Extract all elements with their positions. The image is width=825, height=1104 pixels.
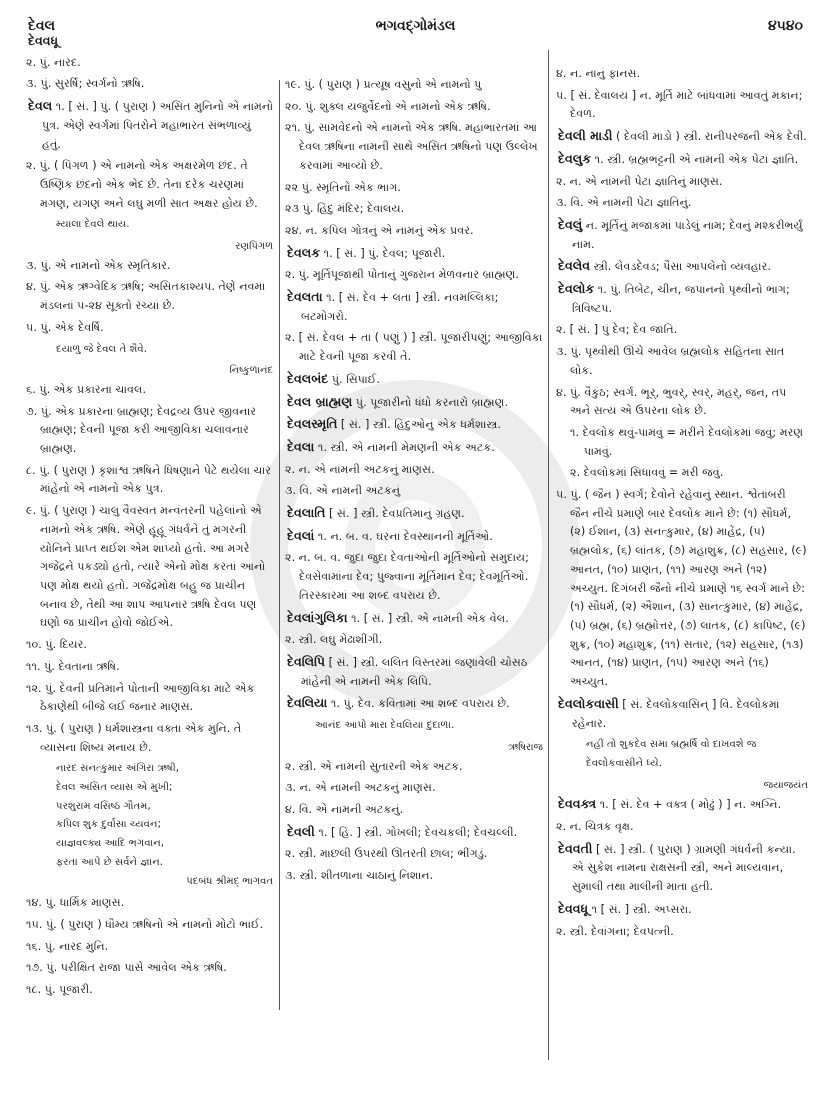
definition-text: ૧. [ સં. ] પું. દેવલ; પૂજારી.	[323, 246, 446, 260]
definition-text: ( દેવલી માડો ) સ્ત્રી. રાનીપરજની એક દેવી.	[616, 130, 807, 144]
dictionary-entry	[287, 823, 543, 843]
definition-text: [ સં. ] સ્ત્રી. હિંદુઓનું એક ધર્મશાસ્ત્ર.	[340, 418, 501, 432]
dictionary-entry	[558, 257, 808, 277]
column-2-entries	[287, 76, 543, 886]
sense-item: ૧૯. પું. ( પુરાણ ) પ્રત્યૂષ વસુનો એ નામનો પુ	[285, 78, 482, 91]
sense-item: ૨. સ્ત્રી. દેવાંગના; દેવપત્ની.	[556, 924, 674, 938]
sense-item: ૨. પું. ( પિંગળ ) એ નામનો એક અક્ષરમેળ છંદ. તે ઉષ્ણિક છંદનો એક ભેદ છે. તેના દરેક ચરણમાં મગણ, યગણ અને લઘુ મળી સાત અક્ષર હોય છે.	[26, 159, 258, 210]
sense-item: ૩. સ્ત્રી. શીતળાના ચાઠાનું નિશાન.	[285, 869, 434, 883]
dictionary-entry	[287, 288, 543, 326]
sense-item: ૧૪. પું. ધાર્મિક માણસ.	[26, 896, 125, 910]
definition-text: [ સં. ] સ્ત્રી. લલિત વિસ્તરમાં જણાવેલી ચોસઠ માંહેની એ નામની એક લિપિ.	[301, 655, 528, 688]
sense-item: ૩. વિ. એ નામની અટકનું	[285, 484, 401, 498]
sense-item: ૨૩ પું. હિંદુ મંદિર; દેવાલય.	[285, 202, 405, 216]
verse-source: પદબંધ શ્રીમદ્ ભાગવત	[186, 875, 273, 887]
definition-text: ન. મૂર્તિનું મજાકમાં પાડેલું નામ; દેવનું મશ્કરીભર્યું નામ.	[572, 218, 803, 251]
headword: દેવલાતિ	[287, 505, 326, 521]
headword: દેવલી	[287, 823, 315, 839]
sense-item: ૩. પું. પૃથ્વીથી ઊંચે આવેલ બ્રહ્મલોક સહિતના સાત લોક.	[556, 345, 785, 377]
dictionary-entry	[287, 609, 543, 629]
dictionary-entry	[558, 695, 808, 733]
headword: દેવલુક	[558, 150, 592, 166]
sense-item: ૨. સ્ત્રી. માછલી ઉપરથી ઊતરતી છાલ; ભીંગડું.	[285, 847, 488, 861]
dictionary-entry	[558, 127, 808, 147]
quotation-source: જયાજયંત	[763, 779, 808, 791]
quotation-source: રણપિંગળ	[235, 241, 273, 253]
definition-text: ૧. [ સં. દેવ + વક્ત્ર ( મોઢું ) ] ન. અગ્નિ.	[599, 798, 782, 812]
headword: દેવલિપિ	[287, 653, 325, 669]
dictionary-entry	[287, 393, 543, 413]
definition-text: ૧. [ સં. દેવ + લતા ] સ્ત્રી. નવમલ્લિકા; બટમોગરો.	[301, 291, 499, 323]
guide-word-left: દેવલ	[28, 18, 56, 34]
dictionary-entry	[287, 415, 543, 435]
dictionary-entry	[558, 216, 808, 254]
dictionary-entry	[558, 280, 808, 318]
sense-item: ૫. પું. એક દેવર્ષિ.	[26, 320, 104, 334]
sense-item: ૧૨. પું. દેવની પ્રતિમાને પોતાની આજીવિકા માટે એક ઠેકાણેથી બીજે લઈ જનાર માણસ.	[26, 681, 255, 714]
verse-line: યાજ્ઞવલ્ક્ય આદિ ભગવાન,	[56, 838, 165, 850]
sense-item: ૨. ન. એ નામની પેટા જ્ઞાતિનું માણસ.	[556, 174, 723, 188]
sense-item: ૨. ન. બ. વ. જુદા જુદા દેવતાઓની મૂર્તિઓનો સમુદાય; દેવસેવામાંના દેવ; પુજ્વાના મૂર્તિમાન દેવ; દેવમૂર્તિઓ. તિરસ્કારમાં આ શબ્દ વપરાય છે.	[285, 551, 529, 602]
dictionary-entry	[287, 504, 543, 524]
verse-line: નારદ સનત્કુમાર અંગિરા ઋષી,	[56, 763, 179, 775]
headword: દેવલી માડી	[558, 128, 613, 144]
definition-text: ૧. પું. તિબેટ, ચીન, જપાનનો પૃથ્વીનો ભાગ; ત્રિવિષ્ટપ.	[572, 283, 790, 315]
sense-item: ૨. સ્ત્રી. લઘુ મેઢાશીંગી.	[285, 633, 383, 647]
sense-item: ૧૧. પું. દેવતાના ઋષિ.	[26, 659, 120, 673]
dictionary-entry	[287, 438, 543, 458]
sense-item: ૨૧. પું. સામવેદનો એ નામનો એક ઋષિ. મહાભારતમાં આ દેવલ ઋષિના નામની સાથે અસિત ઋષિનો પણ ઉલ્લેખ કરવામાં આવ્યો છે.	[285, 121, 538, 172]
headword: દેવલોકવાસી	[558, 695, 619, 711]
headword: દેવલું	[558, 216, 583, 232]
column-2	[287, 76, 543, 889]
sense-item: ૧૩. પું. ( પુરાણ ) ધર્મશાસ્ત્રના વક્તા એક મુનિ. તે વ્યાસના શિષ્ય મનાય છે.	[26, 721, 242, 754]
sense-item: ૪. પું. એક ઋગ્વેદિક ઋષિ; અસિતકાશ્યપ. તેણે નવમા મંડલનાં ૫-૨૪ સૂક્તો રચ્યાં છે.	[26, 280, 266, 313]
column-3-entries	[558, 65, 808, 941]
definition-text: ૧. [ હિં. ] સ્ત્રી. ગોખલી; દેવચકલી; દેવચલ્લી.	[318, 825, 518, 839]
sense-item: ૩. પું. એ નામનો એક સ્મૃતિકાર.	[26, 258, 171, 272]
headword: દેવવતી	[558, 840, 593, 856]
headword: દેવલાં	[287, 527, 315, 543]
sense-item: ૧૭. પું. પરીક્ષિત રાજા પાસે આવેલ એક ઋષિ.	[26, 961, 227, 975]
quotation-source: ઋષિરાજ	[508, 741, 543, 753]
quotation: દયાળુ જે દેવલ તે શૈવે.	[56, 343, 148, 355]
sense-item: ૨. [ સં. દેવલ + તા ( પણું ) ] સ્ત્રી. પૂજારીપણું; આજીવિકા માટે દેવની પૂજા કરવી તે.	[285, 331, 543, 364]
sense-item: ૧૮. પું. પૂજારી.	[26, 983, 93, 997]
verse-line: ફરતા આપે છે સર્વને જ્ઞાન.	[56, 856, 164, 868]
headword: દેવલ બ્રાહ્મણ	[287, 393, 353, 409]
sense-item: ૯. પું. ( પુરાણ ) ચાલુ વૈવસ્વત મન્વંતરની પહેલાંનો એ નામનો એક ઋષિ. એણે હૂહૂ ગંધર્વને તું મગરની યોનિને પ્રાપ્ત થઈશ એમ શાપ્યો હતો. આ મગરે ગજેંદ્રને પકડ્યો હતો, ત્યારે એનો મોક્ષ કરતાં આનો પણ મોક્ષ થયો હતો. ગજેંદ્રમોક્ષ બહુ જ પ્રાચીન બનાવ છે, તેથી આ શાપ આપનાર ઋષિ દેવલ પણ ઘણો જ પ્રાચીન હોવો જોઈએ.	[26, 504, 266, 630]
definition-text: પું. સિપાઈ.	[331, 372, 380, 386]
quotation: નહીં તો શુકદેવ સમા બ્રહ્મર્ષિ વો દાખવશે જ દેવલોકવાસીને ધ્યે.	[586, 739, 757, 769]
column-3	[558, 65, 808, 944]
definition-text: [ સં. દેવલોકવાસિન્ ] વિ. દેવલોકમાં રહેનાર.	[572, 697, 780, 730]
sense-item: ૧૦. પું. દિયર.	[26, 638, 87, 652]
definition-text: ૧. સ્ત્રી. એ નામની મેમણની એક અટક.	[317, 440, 495, 454]
sense-item: ૨. પું. મૂર્તિપૂજાથી પોતાનું ગુજરાન મેળવનાર બ્રાહ્મણ.	[285, 268, 519, 282]
sense-item: ૨૪. ન. કપિલ ગોત્રનું એ નામનું એક પ્રવર.	[285, 223, 474, 237]
headword: દેવલસ્મૃતિ	[287, 416, 338, 432]
headword: દેવલ	[28, 98, 53, 114]
dictionary-entry	[558, 795, 808, 815]
quotation-source: નિષ્કુળાનંદ	[229, 365, 273, 377]
dictionary-entry	[287, 653, 543, 691]
dictionary-entry	[287, 370, 543, 390]
dictionary-entry	[287, 694, 543, 714]
verse-block	[28, 760, 273, 891]
quotation: આનંદ આપો મારા દેવલિયા દુંદાળા.	[315, 720, 455, 732]
sense-item: ૩. ન. એ નામની અટકનું માણસ.	[285, 781, 436, 795]
sense-item: ૧૫. પું. ( પુરાણ ) ધૌમ્ય ઋષિનો એ નામનો મોટો ભાઈ.	[26, 917, 264, 931]
sense-item: ૪. વિ. એ નામની અટકનું.	[285, 802, 404, 816]
definition-text: [ સં. ] સ્ત્રી. ( પુરાણ ) ગ્રામણી ગંધર્વની કન્યા. એ સુકેશ નામના રાક્ષસની સ્ત્રી, અને માલ્યવાન, સુમાલી તથા માલીની માતા હતી.	[572, 842, 796, 894]
verse-line: પરશુરામ વસિષ્ઠ ગૌતમ,	[56, 800, 151, 812]
dictionary-entry	[287, 244, 543, 264]
headword: દેવલેવ	[558, 258, 591, 274]
sense-item: ૨૦. પું. શુક્લ યજુર્વેદનો એ નામનો એક ઋષિ.	[285, 99, 491, 113]
verse-line: કપિલ શુક દુર્વાસા ચ્યવન;	[56, 819, 162, 831]
headword: દેવલોક	[558, 281, 595, 297]
sense-item: ૨. પું. નારદ.	[26, 55, 81, 69]
sense-item: ૨. [ સં. ] પું દેવ; દેવ જાતિ.	[556, 323, 678, 337]
dictionary-entry	[558, 840, 808, 897]
definition-text: ૧. [ સં. ] પું. ( પુરાણ ) અસિત મુનિનો એ નામનો પુત્ર. એણે સ્વર્ગમાં પિતરોને મહાભારત સંભળાવ્યું હતું.	[42, 100, 274, 151]
sense-item: ૭. પું. એક પ્રકારના બ્રાહ્મણ; દેવદ્રવ્ય ઉપર જીવનાર બ્રાહ્મણ; દેવની પૂજા કરી આજીવિકા ચલાવનાર બ્રાહ્મણ.	[26, 404, 257, 456]
headword: દેવલા	[287, 438, 315, 454]
guide-word-left-2: દેવવધૂ	[28, 33, 59, 48]
idiom-item: ૧. દેવલોક થવું-પામવું = મરીને દેવલોકમાં જવું; મરણ પામવું.	[570, 425, 804, 458]
column-divider-1	[279, 80, 280, 1010]
definition-text: પું. પૂજારીનો ધંધો કરનારો બ્રાહ્મણ.	[355, 395, 509, 409]
dictionary-entry	[287, 527, 543, 547]
dictionary-entry	[558, 150, 808, 170]
sense-item: ૨. ન. ચિત્રક વૃક્ષ.	[556, 820, 634, 834]
sense-item: ૩. પું. સુરર્ષિ; સ્વર્ગનો ઋષિ.	[26, 77, 145, 91]
definition-text: સ્ત્રી. લેવડદેવડ; પૈસા આપલેનો વ્યવહાર.	[593, 260, 771, 274]
headword: દેવવક્ત્ર	[558, 796, 597, 812]
column-1	[28, 32, 273, 1003]
sense-item: ૬. પું. એક પ્રકારના ચાવલ.	[26, 382, 146, 396]
definition-text: [ સં. ] સ્ત્રી. દેવપ્રતિમાનું ગ્રહણ.	[328, 507, 465, 521]
sense-item: ૪. ન. નાનું ફાનસ.	[556, 67, 641, 80]
column-1-entries	[28, 54, 273, 1000]
dictionary-entry	[28, 97, 273, 154]
verse-line: દેવલ અસિત વ્યાસ એ મુખી;	[56, 782, 173, 794]
sense-item: ૫. પું. ( જૈન ) સ્વર્ગ; દેવોને રહેવાનું સ્થાન. શ્વેતાંબરી જૈન નીચે પ્રમાણે બાર દેવલોક માને છે: (૧) સૌધર્મ, (૨) ઈશાન, (૩) સનત્કુમાર, (૪) માહેંદ્ર, (૫) બ્રહ્મલોક, (૬) લાંતક, (૭) મહાશુક્ર, (૮) સહસાર, (૯) આનત, (૧૦) પ્રાણત, (૧૧) આરણ અને (૧૨) અચ્યુત. દિગંબરી જૈનો નીચે પ્રમાણે ૧૬ સ્વર્ગ માને છે: (૧) સૌધર્મ, (૨) ઐશાન, (૩) સાનત્કુમાર, (૪) માહેંદ્ર, (૫) બ્રહ્મ, (૬) બ્રહ્મોત્તર, (૭) લાંતક, (૮) કાપિષ્ટ, (૯) શુક્ર, (૧૦) મહાશુક્ર, (૧૧) સતાર, (૧૨) સહસાર, (૧૩) આનત, (૧૪) પ્રાણત, (૧૫) આરણ અને (૧૬) અચ્યુત.	[556, 488, 807, 689]
sense-item: ૨. સ્ત્રી. એ નામની સુતારની એક અટક.	[285, 759, 463, 773]
sense-item: ૨. ન. એ નામની અટકનું માણસ.	[285, 462, 435, 476]
sense-item: ૫. [ સં. દેવાલય ] ન. મૂર્તિ માટે બાંધવામાં આવતું મકાન; દેવળ.	[556, 88, 803, 121]
sense-item: ૧૬. પું. નારદ મુનિ.	[26, 939, 109, 953]
headword: દેવલક	[287, 244, 321, 260]
headword: દેવલબંદ	[287, 370, 329, 386]
sense-item: ૮. પું. ( પુરાણ ) કૃશાશ્વ ઋષિને ધિષણાને પેટે થયેલા ચાર માંહેનો એ નામનો એક પુત્ર.	[26, 463, 272, 496]
headword: દેવલતા	[287, 289, 323, 305]
column-divider-2	[548, 50, 549, 1060]
dictionary-title: ભગવદ્ગોમંડલ	[375, 18, 456, 34]
page-number: ૪૫૪૦	[768, 18, 803, 34]
quotation: મ્યાલા દેવલે થાય.	[56, 219, 130, 231]
definition-text: ૧. [ સં. ] સ્ત્રી. એ નામની એક વેલ.	[351, 611, 509, 625]
dictionary-entry	[558, 900, 808, 920]
definition-text: ૧. પું. દેવ. કવિતામાં આ શબ્દ વપરાય છે.	[330, 697, 510, 711]
definition-text: ૧ [ સં. ] સ્ત્રી. અપ્સરા.	[591, 902, 692, 916]
sense-item: ૪. પું. વૈકુંઠ; સ્વર્ગ. ભૂર્, ભુવર્, સ્વર્, મહર્, જન, તપ અને સત્ય એ ઉપરના લોક છે.	[556, 385, 787, 418]
headword: દેવવધૂ	[558, 900, 589, 916]
headword: દેવલિયા	[287, 695, 328, 711]
headword: દેવલાંગુલિકા	[287, 609, 348, 625]
sense-item: ૨૨ પું. સ્મૃતિનો એક ભાગ.	[285, 180, 401, 194]
sense-item: ૩. વિ. એ નામની પેટા જ્ઞાતિનું.	[556, 196, 692, 210]
definition-text: ૧. ન. બ. વ. ઘરના દેવસ્થાનની મૂર્તિઓ.	[317, 529, 493, 543]
idiom-item: ૨. દેવલોકમાં સિધાવવું = મરી જવું.	[570, 466, 724, 480]
definition-text: ૧. સ્ત્રી. બ્રહ્મભટ્ટની એ નામની એક પેટા જ્ઞાતિ.	[594, 152, 799, 166]
